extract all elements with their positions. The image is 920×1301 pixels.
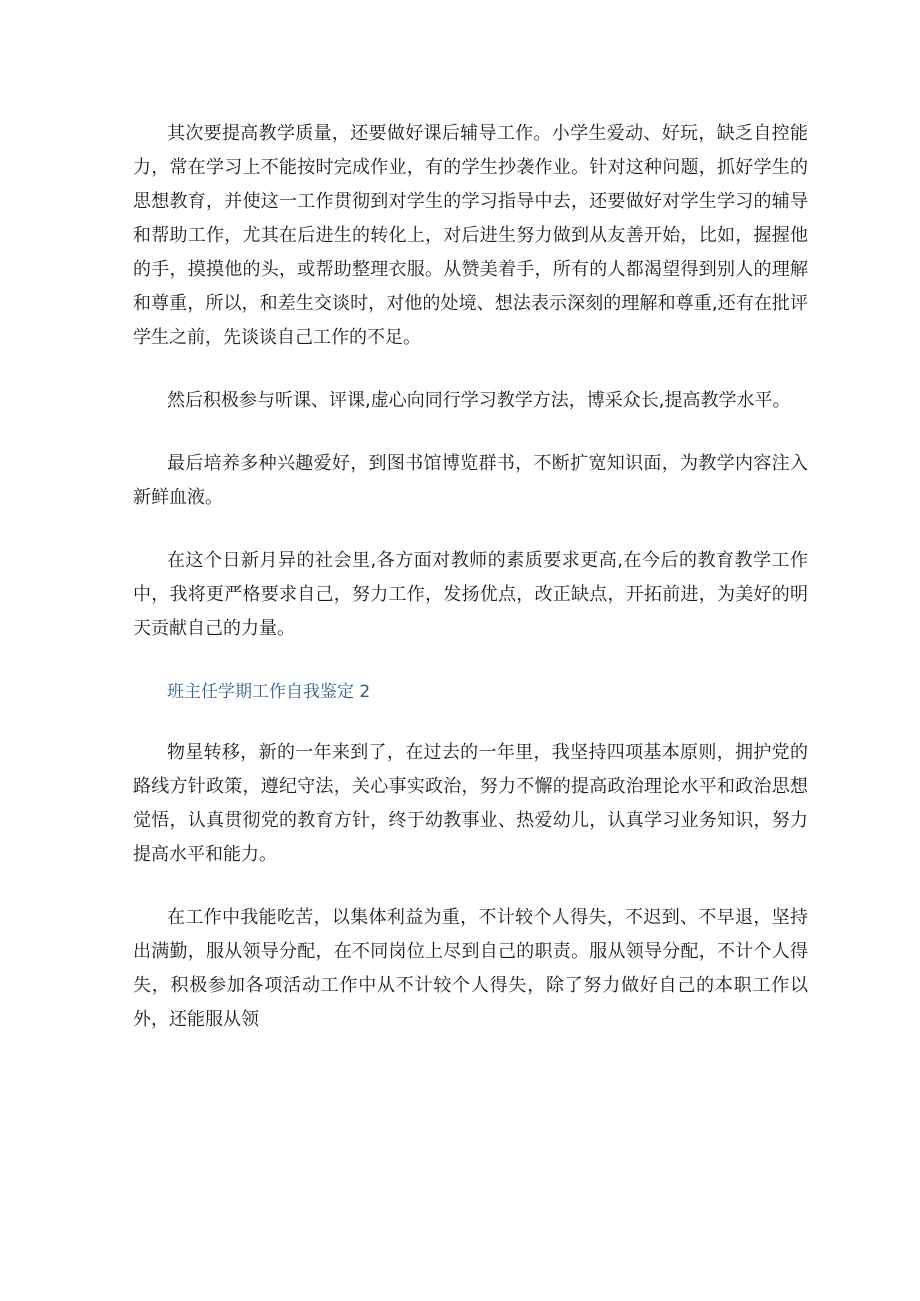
paragraph-teaching-quality: 其次要提高教学质量，还要做好课后辅导工作。小学生爱动、好玩，缺乏自控能力，常在学习上不能按时完成作业，有的学生抄袭作业。针对这种问题，抓好学生的思想教育，并使这一工作贯彻到对学生的学习指导中去，还要做好对学生学习的辅导和帮助工作，尤其在后进生的转化上，对后进生努力做到从友善开始，比如，握握他的手，摸摸他的头，或帮助整理衣服。从赞美着手，所有的人都渴望得到别人的理解和尊重，所以，和差生交谈时，对他的处境、想法表示深刻的理解和尊重,还有在批评学生之前，先谈谈自己工作的不足。 <box>133 123 808 348</box>
section-heading: 班主任学期工作自我鉴定 2 <box>167 682 371 702</box>
paragraph-hard-work: 在工作中我能吃苦，以集体利益为重，不计较个人得失，不迟到、不早退，坚持出满勤，服从领导分配，在不同岗位上尽到自己的职责。服从领导分配，不计个人得失，积极参加各项活动工作中从不计较个人得失，除了努力做好自己的本职工作以外，还能服从领 <box>133 907 808 1030</box>
paragraph-future-goals: 在这个日新月异的社会里,各方面对教师的素质要求更高,在今后的教育教学工作中，我将更严格要求自己，努力工作，发扬优点，改正缺点，开拓前进，为美好的明天贡献自己的力量。 <box>133 550 808 639</box>
paragraph-lesson-observation: 然后积极参与听课、评课,虚心向同行学习教学方法，博采众长,提高教学水平。 <box>167 390 791 411</box>
paragraph-hobbies: 最后培养多种兴趣爱好，到图书馆博览群书，不断扩宽知识面，为教学内容注入新鲜血液。 <box>133 453 808 508</box>
paragraph-new-year: 物星转移，新的一年来到了，在过去的一年里，我坚持四项基本原则，拥护党的路线方针政策，遵纪守法，关心事实政治，努力不懈的提高政治理论水平和政治思想觉悟，认真贯彻党的教育方针，终于幼教事业、热爱幼儿，认真学习业务知识，努力提高水平和能力。 <box>133 742 808 865</box>
